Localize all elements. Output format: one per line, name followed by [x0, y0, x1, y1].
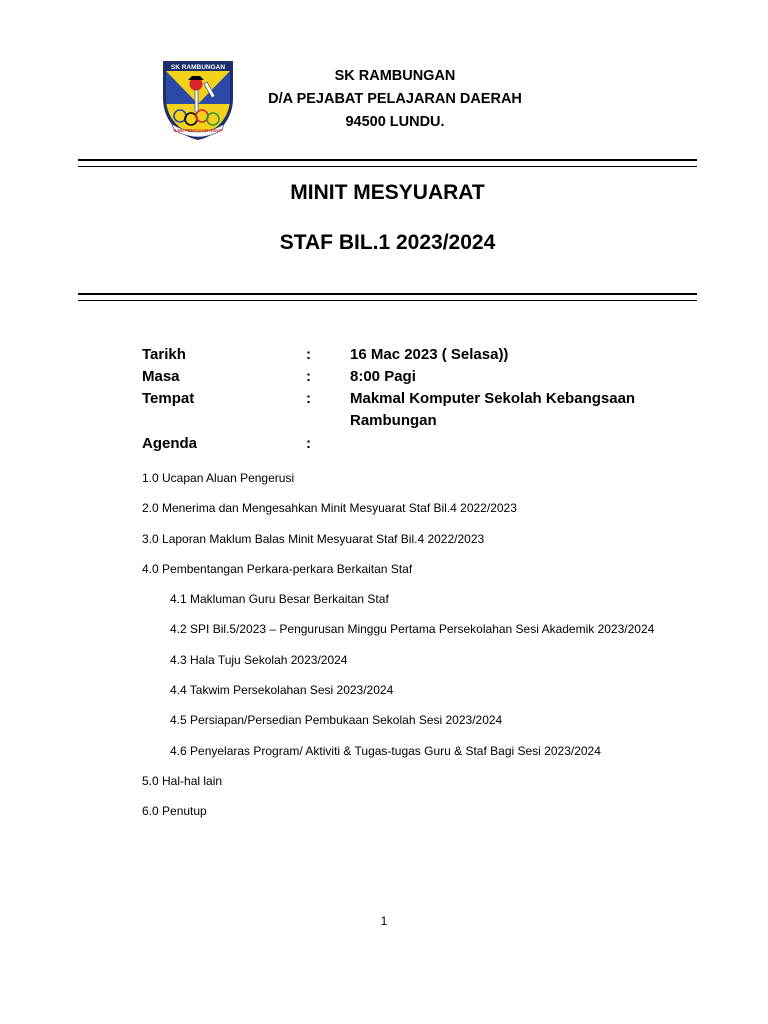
info-label: Tarikh	[142, 346, 186, 363]
info-separator: :	[306, 435, 311, 452]
agenda-subitem: 4.2 SPI Bil.5/2023 – Pengurusan Minggu Pertama Persekolahan Sesi Akademik 2023/2024	[170, 622, 655, 636]
info-separator: :	[306, 390, 311, 407]
agenda-item: 4.0 Pembentangan Perkara-perkara Berkaitan Staf	[142, 562, 413, 576]
info-label: Masa	[142, 368, 180, 385]
agenda-subitem: 4.6 Penyelaras Program/ Aktiviti & Tugas-tugas Guru & Staf Bagi Sesi 2023/2024	[170, 744, 601, 758]
agenda-item: 2.0 Menerima dan Mengesahkan Minit Mesyuarat Staf Bil.4 2022/2023	[142, 501, 517, 515]
agenda-item: 5.0 Hal-hal lain	[142, 774, 223, 788]
info-label: Tempat	[142, 390, 195, 407]
header-divider-bottom	[78, 293, 697, 301]
school-address-line1: D/A PEJABAT PELAJARAN DAERAH	[268, 91, 522, 107]
info-separator: :	[306, 368, 311, 385]
document-title: MINIT MESYUARAT	[290, 181, 485, 204]
agenda-item: 3.0 Laporan Maklum Balas Minit Mesyuarat Staf Bil.4 2022/2023	[142, 532, 485, 546]
info-value-continued: Rambungan	[350, 412, 437, 429]
info-value: 16 Mac 2023 ( Selasa))	[350, 346, 509, 363]
school-address-line2: 94500 LUNDU.	[345, 114, 445, 130]
agenda-item: 6.0 Penutup	[142, 804, 207, 818]
school-crest-logo	[160, 58, 236, 142]
agenda-subitem: 4.3 Hala Tuju Sekolah 2023/2024	[170, 653, 348, 667]
agenda-subitem: 4.1 Makluman Guru Besar Berkaitan Staf	[170, 592, 389, 606]
info-separator: :	[306, 346, 311, 363]
meeting-title: STAF BIL.1 2023/2024	[279, 231, 496, 254]
info-label: Agenda	[142, 435, 198, 452]
info-value: 8:00 Pagi	[350, 368, 416, 385]
page-number: 1	[380, 914, 388, 928]
logo-banner-text: SK RAMBUNGAN	[170, 64, 226, 71]
agenda-subitem: 4.5 Persiapan/Persedian Pembukaan Sekolah Sesi 2023/2024	[170, 713, 503, 727]
header-divider-top	[78, 159, 697, 167]
agenda-subitem: 4.4 Takwim Persekolahan Sesi 2023/2024	[170, 683, 394, 697]
info-value: Makmal Komputer Sekolah Kebangsaan	[350, 390, 636, 407]
school-name: SK RAMBUNGAN	[334, 68, 456, 84]
logo-motto-text: ILMU PENYULUH HIDUP	[173, 128, 223, 133]
agenda-item: 1.0 Ucapan Aluan Pengerusi	[142, 471, 295, 485]
